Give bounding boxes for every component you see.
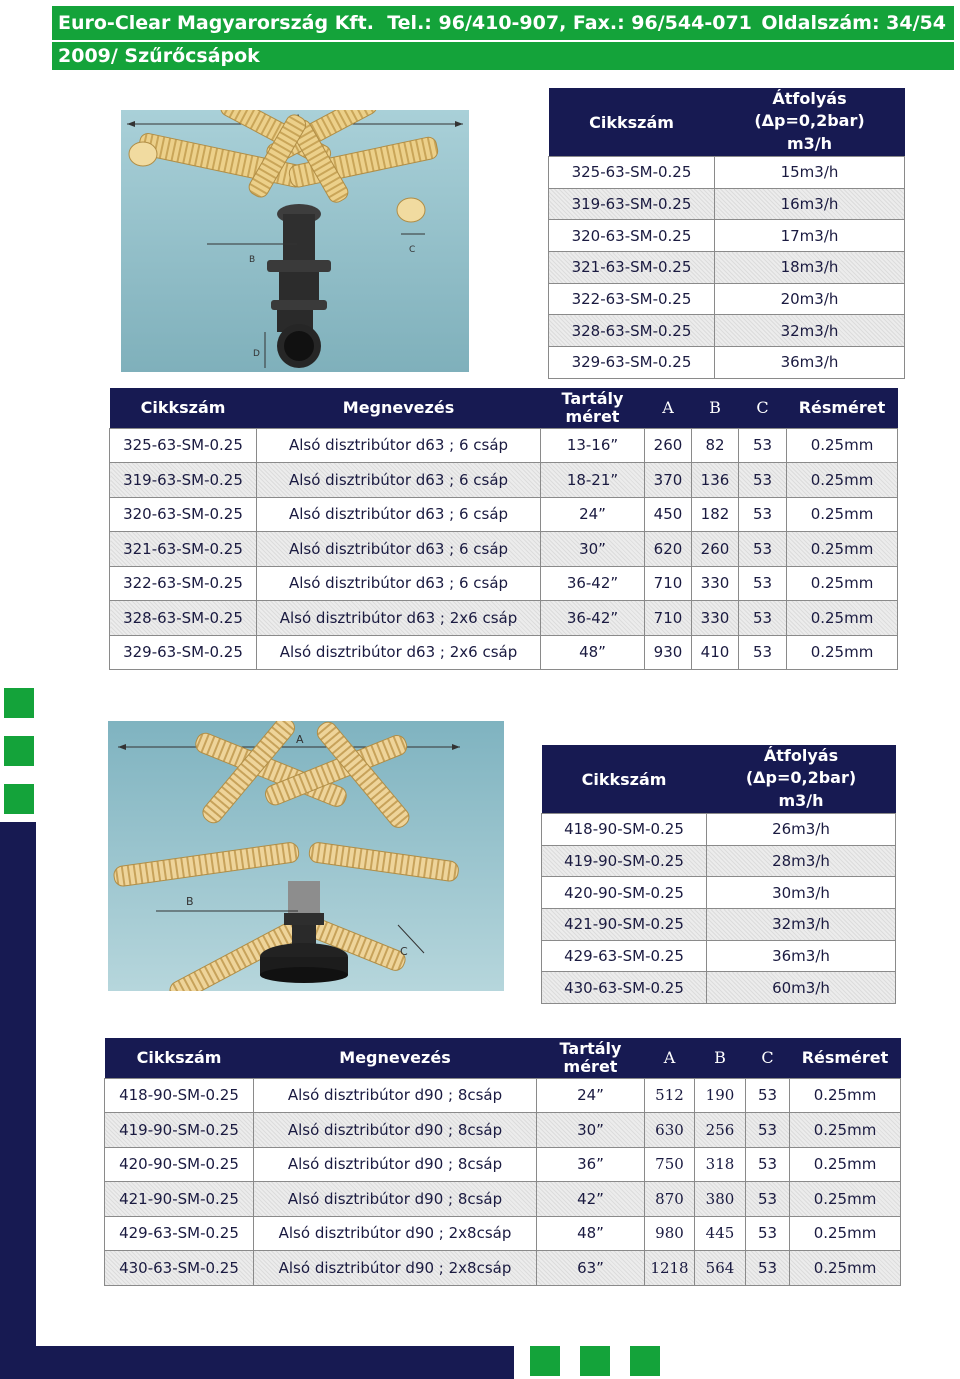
table-cell: Alsó disztribútor d90 ; 8csáp: [254, 1113, 537, 1148]
table-cell: 32m3/h: [707, 909, 896, 941]
table-cell: 0.25mm: [790, 1182, 901, 1217]
flow-table-1-header: [549, 88, 905, 157]
page-subtitle: 2009/ Szűrőcsápok: [58, 45, 260, 67]
table-row: [542, 909, 896, 941]
flow-header-line1: Átfolyás (Δp=0,2bar): [754, 89, 865, 130]
table-row: [105, 1216, 901, 1251]
table-cell: 710: [645, 566, 692, 601]
bottom-navy-bar: [0, 1346, 514, 1379]
table-cell: 48”: [537, 1216, 645, 1251]
table-cell: 0.25mm: [790, 1078, 901, 1113]
table-cell: Alsó disztribútor d63 ; 6 csáp: [257, 532, 541, 567]
table-cell: Alsó disztribútor d90 ; 2x8csáp: [254, 1216, 537, 1251]
col-header-code: Cikkszám: [110, 388, 257, 428]
table-row: [110, 566, 898, 601]
svg-text:B: B: [249, 255, 256, 265]
flow-header-line2: m3/h: [778, 791, 824, 810]
table-row: [549, 252, 905, 284]
col-header-c: C: [746, 1038, 790, 1078]
table-row: [110, 428, 898, 463]
table-cell: Alsó disztribútor d63 ; 2x6 csáp: [257, 635, 541, 670]
table-cell: 750: [645, 1147, 695, 1182]
table-cell: 710: [645, 601, 692, 636]
table-cell: 318: [695, 1147, 746, 1182]
spec-table-1-header: [110, 388, 898, 428]
company-contact: Tel.: 96/410-907, Fax.: 96/544-071: [387, 12, 752, 34]
table-cell: 53: [746, 1078, 790, 1113]
table-cell: 329-63-SM-0.25: [549, 347, 715, 379]
product-image-8-lateral: [108, 721, 504, 991]
table-cell: 42”: [537, 1182, 645, 1217]
table-row: [549, 220, 905, 252]
table-cell: 328-63-SM-0.25: [110, 601, 257, 636]
flow-header-line2: m3/h: [786, 134, 833, 153]
table-cell: 18-21”: [541, 463, 645, 498]
table-cell: 60m3/h: [707, 972, 896, 1004]
table-cell: Alsó disztribútor d90 ; 2x8csáp: [254, 1251, 537, 1286]
flow-table-1: [548, 88, 905, 379]
table-cell: 445: [695, 1216, 746, 1251]
table-cell: 630: [645, 1113, 695, 1148]
page-subtitle-bar: [52, 40, 954, 70]
flow-table-1-body: [549, 157, 905, 379]
spec-table-2-header: [105, 1038, 901, 1078]
table-cell: 329-63-SM-0.25: [110, 635, 257, 670]
table-cell: 0.25mm: [790, 1113, 901, 1148]
col-header-a: A: [645, 388, 692, 428]
table-row: [105, 1147, 901, 1182]
col-header-flow: [707, 745, 896, 814]
table-cell: 620: [645, 532, 692, 567]
svg-text:C: C: [409, 245, 416, 255]
flow-table-2-body: [542, 814, 896, 1004]
table-cell: 0.25mm: [787, 532, 898, 567]
table-cell: 30”: [541, 532, 645, 567]
svg-text:A: A: [296, 733, 304, 746]
table-cell: 0.25mm: [787, 566, 898, 601]
col-header-slot: Résméret: [790, 1038, 901, 1078]
green-square-decoration: [4, 784, 34, 814]
table-row: [549, 188, 905, 220]
table-cell: 13-16”: [541, 428, 645, 463]
green-square-decoration: [580, 1346, 610, 1376]
distributor-illustration: [108, 721, 504, 991]
table-cell: Alsó disztribútor d90 ; 8csáp: [254, 1147, 537, 1182]
green-square-decoration: [4, 736, 34, 766]
table-cell: 0.25mm: [787, 428, 898, 463]
table-cell: 15m3/h: [715, 157, 905, 189]
col-header-tank: Tartály méret: [537, 1038, 645, 1078]
table-cell: 53: [739, 601, 787, 636]
table-cell: 82: [692, 428, 739, 463]
table-cell: 325-63-SM-0.25: [549, 157, 715, 189]
table-cell: 36”: [537, 1147, 645, 1182]
green-square-decoration: [530, 1346, 560, 1376]
table-cell: 20m3/h: [715, 283, 905, 315]
table-cell: 53: [739, 566, 787, 601]
table-cell: 322-63-SM-0.25: [110, 566, 257, 601]
table-cell: 410: [692, 635, 739, 670]
table-cell: 930: [645, 635, 692, 670]
table-cell: 26m3/h: [707, 814, 896, 846]
col-header-name: Megnevezés: [254, 1038, 537, 1078]
table-row: [542, 845, 896, 877]
table-row: [105, 1078, 901, 1113]
table-cell: Alsó disztribútor d90 ; 8csáp: [254, 1078, 537, 1113]
table-cell: 450: [645, 497, 692, 532]
company-name: Euro-Clear Magyarország Kft.: [58, 12, 374, 34]
left-navy-bar: [0, 822, 36, 1379]
table-cell: 16m3/h: [715, 188, 905, 220]
table-cell: 36-42”: [541, 601, 645, 636]
table-cell: 980: [645, 1216, 695, 1251]
table-cell: 53: [739, 532, 787, 567]
svg-text:D: D: [253, 349, 260, 359]
table-cell: 36-42”: [541, 566, 645, 601]
table-cell: 325-63-SM-0.25: [110, 428, 257, 463]
table-cell: 320-63-SM-0.25: [549, 220, 715, 252]
svg-text:C: C: [400, 945, 408, 958]
table-cell: 17m3/h: [715, 220, 905, 252]
distributor-illustration: [121, 110, 469, 372]
table-cell: 380: [695, 1182, 746, 1217]
col-header-b: B: [695, 1038, 746, 1078]
col-header-b: B: [692, 388, 739, 428]
table-cell: Alsó disztribútor d63 ; 6 csáp: [257, 566, 541, 601]
table-cell: 0.25mm: [787, 601, 898, 636]
table-cell: 421-90-SM-0.25: [542, 909, 707, 941]
table-cell: 321-63-SM-0.25: [110, 532, 257, 567]
table-cell: 53: [739, 428, 787, 463]
table-row: [110, 532, 898, 567]
table-row: [542, 814, 896, 846]
spec-table-1: [109, 388, 898, 670]
table-row: [542, 877, 896, 909]
table-cell: 53: [739, 497, 787, 532]
green-square-decoration: [4, 688, 34, 718]
page-number: Oldalszám: 34/54: [761, 12, 946, 34]
table-cell: 319-63-SM-0.25: [110, 463, 257, 498]
table-cell: 28m3/h: [707, 845, 896, 877]
table-row: [549, 157, 905, 189]
table-cell: 321-63-SM-0.25: [549, 252, 715, 284]
table-cell: 190: [695, 1078, 746, 1113]
table-cell: 370: [645, 463, 692, 498]
table-cell: 182: [692, 497, 739, 532]
col-header-code: Cikkszám: [105, 1038, 254, 1078]
table-cell: 24”: [541, 497, 645, 532]
table-cell: 256: [695, 1113, 746, 1148]
table-cell: 24”: [537, 1078, 645, 1113]
table-cell: Alsó disztribútor d63 ; 6 csáp: [257, 497, 541, 532]
table-row: [549, 315, 905, 347]
table-cell: 53: [739, 635, 787, 670]
table-cell: 53: [746, 1147, 790, 1182]
table-cell: 18m3/h: [715, 252, 905, 284]
table-cell: 53: [746, 1216, 790, 1251]
table-cell: 319-63-SM-0.25: [549, 188, 715, 220]
table-cell: 0.25mm: [787, 635, 898, 670]
table-cell: 330: [692, 601, 739, 636]
col-header-c: C: [739, 388, 787, 428]
col-header-name: Megnevezés: [257, 388, 541, 428]
col-header-slot: Résméret: [787, 388, 898, 428]
table-row: [549, 283, 905, 315]
page-header: [52, 6, 954, 40]
table-cell: 330: [692, 566, 739, 601]
table-cell: 420-90-SM-0.25: [105, 1147, 254, 1182]
table-row: [542, 972, 896, 1004]
table-cell: 260: [692, 532, 739, 567]
table-cell: 418-90-SM-0.25: [105, 1078, 254, 1113]
table-row: [542, 940, 896, 972]
table-cell: 63”: [537, 1251, 645, 1286]
table-cell: 870: [645, 1182, 695, 1217]
table-row: [549, 347, 905, 379]
table-cell: Alsó disztribútor d63 ; 2x6 csáp: [257, 601, 541, 636]
table-cell: 328-63-SM-0.25: [549, 315, 715, 347]
green-square-decoration: [630, 1346, 660, 1376]
col-header-code: Cikkszám: [549, 88, 715, 157]
table-row: [105, 1113, 901, 1148]
header-company-line: [58, 12, 752, 34]
table-cell: 53: [746, 1113, 790, 1148]
table-cell: 53: [739, 463, 787, 498]
col-header-a: A: [645, 1038, 695, 1078]
table-cell: 564: [695, 1251, 746, 1286]
table-cell: 53: [746, 1182, 790, 1217]
flow-table-2: [541, 745, 896, 1004]
table-row: [110, 497, 898, 532]
table-cell: 419-90-SM-0.25: [105, 1113, 254, 1148]
table-cell: 0.25mm: [790, 1251, 901, 1286]
table-cell: Alsó disztribútor d90 ; 8csáp: [254, 1182, 537, 1217]
table-cell: 429-63-SM-0.25: [105, 1216, 254, 1251]
table-cell: 53: [746, 1251, 790, 1286]
table-cell: 420-90-SM-0.25: [542, 877, 707, 909]
table-cell: 430-63-SM-0.25: [542, 972, 707, 1004]
table-cell: 32m3/h: [715, 315, 905, 347]
table-row: [110, 463, 898, 498]
table-cell: 30m3/h: [707, 877, 896, 909]
table-row: [105, 1182, 901, 1217]
table-cell: 429-63-SM-0.25: [542, 940, 707, 972]
table-cell: 36m3/h: [707, 940, 896, 972]
table-cell: 0.25mm: [787, 497, 898, 532]
table-cell: 0.25mm: [790, 1216, 901, 1251]
table-cell: 0.25mm: [790, 1147, 901, 1182]
table-cell: 0.25mm: [787, 463, 898, 498]
table-cell: 36m3/h: [715, 347, 905, 379]
product-image-6-lateral: [121, 110, 469, 372]
table-cell: 421-90-SM-0.25: [105, 1182, 254, 1217]
table-cell: 136: [692, 463, 739, 498]
table-cell: Alsó disztribútor d63 ; 6 csáp: [257, 463, 541, 498]
svg-text:B: B: [186, 895, 194, 908]
col-header-flow: [715, 88, 905, 157]
table-cell: 48”: [541, 635, 645, 670]
table-cell: 1218: [645, 1251, 695, 1286]
table-cell: 419-90-SM-0.25: [542, 845, 707, 877]
table-cell: Alsó disztribútor d63 ; 6 csáp: [257, 428, 541, 463]
table-cell: 322-63-SM-0.25: [549, 283, 715, 315]
flow-table-2-header: [542, 745, 896, 814]
flow-header-line1: Átfolyás (Δp=0,2bar): [745, 746, 857, 787]
table-row: [110, 601, 898, 636]
table-cell: 30”: [537, 1113, 645, 1148]
table-row: [105, 1251, 901, 1286]
table-cell: 430-63-SM-0.25: [105, 1251, 254, 1286]
table-cell: 418-90-SM-0.25: [542, 814, 707, 846]
table-cell: 512: [645, 1078, 695, 1113]
table-row: [110, 635, 898, 670]
spec-table-2: [104, 1038, 901, 1286]
spec-table-2-body: [105, 1078, 901, 1285]
spec-table-1-body: [110, 428, 898, 670]
col-header-tank: Tartály méret: [541, 388, 645, 428]
table-cell: 260: [645, 428, 692, 463]
col-header-code: Cikkszám: [542, 745, 707, 814]
table-cell: 320-63-SM-0.25: [110, 497, 257, 532]
